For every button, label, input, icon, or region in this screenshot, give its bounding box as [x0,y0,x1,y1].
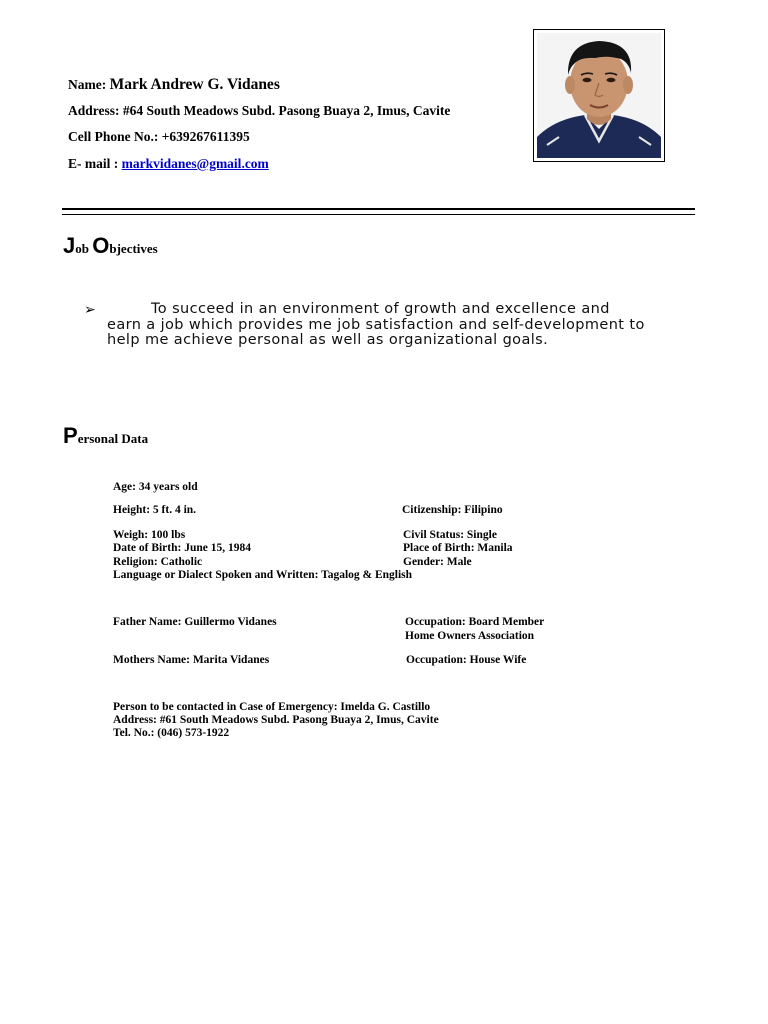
emergency-address: Address: #61 South Meadows Subd. Pasong Buaya 2, Imus, Cavite [113,714,439,726]
weight: Weigh: 100 lbs [113,529,186,541]
language: Language or Dialect Spoken and Written: Tagalog & English [113,569,413,581]
mother-name: Mothers Name: Marita Vidanes [113,654,270,666]
age: Age: 34 years old [113,481,198,493]
applicant-photo-frame [533,29,665,162]
cell-phone: Cell Phone No.: +639267611395 [68,129,250,144]
father-occupation: Occupation: Board Member [405,616,545,628]
emergency-tel: Tel. No.: (046) 573-1922 [113,727,230,739]
gender: Gender: Male [403,556,472,568]
height: Height: 5 ft. 4 in. [113,504,197,516]
emergency-contact: Person to be contacted in Case of Emergency: Imelda G. Castillo [113,701,431,713]
father-name: Father Name: Guillermo Vidanes [113,616,277,628]
place-of-birth: Place of Birth: Manila [403,542,513,554]
portrait-illustration [537,33,661,158]
name-label: Name: [68,77,107,92]
email-label: E- mail : [68,156,119,171]
applicant-photo [537,33,661,158]
objective-text: To succeed in an environment of growth and excellence and earn a job which provides me job satisfaction and self-development to help me achieve personal as well as organizational goals. [107,301,645,349]
father-occupation-org: Home Owners Association [405,630,535,642]
religion: Religion: Catholic [113,556,203,568]
date-of-birth: Date of Birth: June 15, 1984 [113,542,251,554]
section-title-job-objectives: Job Objectives [63,233,158,258]
section-title-personal-data: Personal Data [63,423,149,448]
citizenship: Citizenship: Filipino [402,504,503,516]
header-divider-top [62,208,695,210]
header-divider-bottom [62,214,695,215]
mother-occupation: Occupation: House Wife [406,654,527,666]
arrow-bullet-icon: ➢ [84,303,96,318]
applicant-name-line [68,76,280,94]
civil-status: Civil Status: Single [403,529,497,541]
email-line [68,156,269,172]
email-link[interactable]: markvidanes@gmail.com [121,156,269,171]
home-address: Address: #64 South Meadows Subd. Pasong Buaya 2, Imus, Cavite [68,103,451,118]
applicant-name: Mark Andrew G. Vidanes [109,76,280,93]
